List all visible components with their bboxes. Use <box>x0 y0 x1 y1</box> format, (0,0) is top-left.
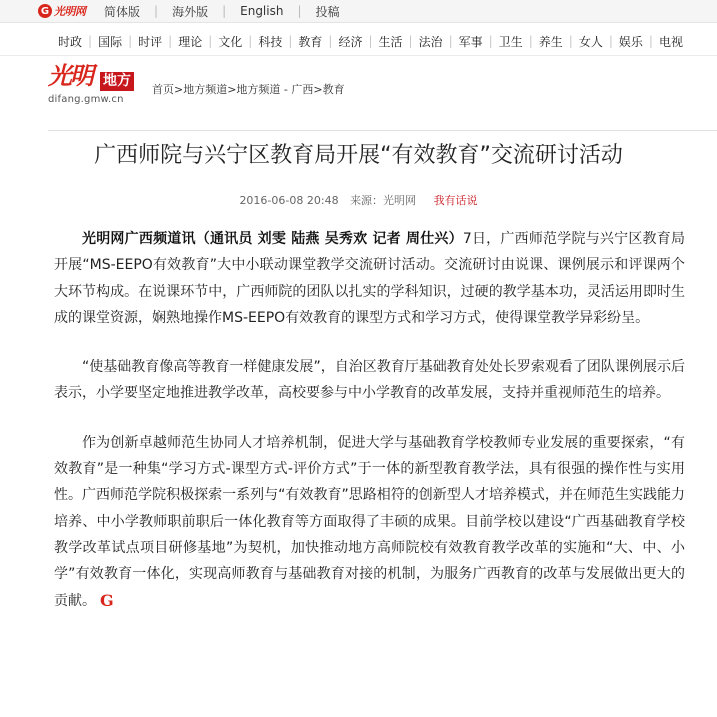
article-meta <box>0 192 717 208</box>
divider: | <box>154 4 159 18</box>
nav-item-culture[interactable]: 文化 <box>218 34 243 49</box>
nav-item-tech[interactable]: 科技 <box>258 34 283 49</box>
paragraph-1 <box>54 226 685 331</box>
nav-item-entertainment[interactable]: 娱乐 <box>618 34 643 49</box>
brand-script: 光明 <box>48 61 92 90</box>
nav-item-women[interactable]: 女人 <box>578 34 603 49</box>
article-title: 广西师院与兴宁区教育局开展“有效教育”交流研讨活动 <box>94 143 623 168</box>
comment-link[interactable]: 我有话说 <box>433 194 478 207</box>
nav-item-international[interactable]: 国际 <box>98 34 123 49</box>
nav-item-wellness[interactable]: 养生 <box>538 34 563 49</box>
brand-url: difang.gmw.cn <box>48 94 124 105</box>
nav-item-economy[interactable]: 经济 <box>338 34 363 49</box>
paragraph-3-text: 作为创新卓越师范生协同人才培养机制，促进大学与基础教育学校教师专业发展的重要探索，“有效教育”是一种集“学习方式-课型方式-评价方式”于一体的新型教育教学法，具有很强的操作性与实用性。广西师范学院积极探索一系列与“有效教育”思路相符的创新型人才培养模式，并在师范生实践能力培养、中小学教师职前职后一体化教育等方面取得了丰硕的成果。目前学校以建设“广西基础教育学校教学改革试点项目研修基地”为契机，加快推动地方高师院校有效教育教学改革的实施和“大、中、小学”有效教育一体化，实现高师教育与基础教育对接的机制，为服务广西教育的改革与发展做出更大的贡献。 <box>54 434 685 609</box>
article-body <box>54 226 685 614</box>
paragraph-1-text: 7日，广西师范学院与兴宁区教育局开展“MS-EEPO有效教育”大中小联动课堂教学交流研讨活动。交流研讨由说课、课例展示和评课两个大环节构成。在说课环节中，广西师院的团队以扎实的学科知识，过硬的教学基本功，灵活运用即时生成的课堂资源，娴熟地操作MS-EEPO有效教育的课型方式和学习方式，使得课堂教学异彩纷呈。 <box>54 231 685 326</box>
link-english[interactable]: English <box>240 4 284 18</box>
nav-item-tv[interactable]: 电视 <box>658 34 683 49</box>
nav-item-education[interactable]: 教育 <box>298 34 323 49</box>
divider: | <box>222 4 227 18</box>
top-bar <box>0 0 717 23</box>
top-links <box>104 0 340 22</box>
nav-item-military[interactable]: 军事 <box>458 34 483 49</box>
link-contribute[interactable]: 投稿 <box>315 4 340 19</box>
nav-item-law[interactable]: 法治 <box>418 34 443 49</box>
nav-item-health[interactable]: 卫生 <box>498 34 523 49</box>
gmw-logo-text: 光明网 <box>54 5 86 18</box>
difang-logo[interactable] <box>48 62 148 106</box>
lead-dateline: 光明网广西频道讯（通讯员 刘雯 陆燕 吴秀欢 记者 周仕兴） <box>82 231 463 247</box>
nav-item-theory[interactable]: 理论 <box>178 34 203 49</box>
gmw-logo-mark: G <box>38 4 52 18</box>
end-logo-icon: G <box>100 590 114 610</box>
nav-item-commentary[interactable]: 时评 <box>138 34 163 49</box>
brand-box-label: 地方 <box>100 72 134 91</box>
link-simplified[interactable]: 简体版 <box>104 4 141 19</box>
breadcrumb[interactable]: 首页>地方频道>地方频道 - 广西>教育 <box>152 83 345 96</box>
nav-divider <box>0 55 717 56</box>
nav-item-life[interactable]: 生活 <box>378 34 403 49</box>
title-divider <box>48 130 717 131</box>
article-source: 来源：光明网 <box>350 194 417 207</box>
channel-nav: 时政 | 国际 | 时评 | 理论 | 文化 | 科技 | 教育 | 经济 | 生活 | 法治 | 军事 | 卫生 | 养生 | 女人 | 娱乐 | 电视 <box>0 30 717 52</box>
publish-date: 2016-06-08 20:48 <box>239 194 339 207</box>
paragraph-2: “使基础教育像高等教育一样健康发展”，自治区教育厅基础教育处处长罗索观看了团队课例展示后表示，小学要坚定地推进教学改革，高校要参与中小学教育的改革发展，支持并重视师范生的培养。 <box>54 359 685 402</box>
paragraph-3 <box>54 430 685 614</box>
gmw-logo[interactable] <box>38 3 86 19</box>
divider: | <box>297 4 302 18</box>
nav-item-politics[interactable]: 时政 <box>58 34 83 49</box>
link-overseas[interactable]: 海外版 <box>172 4 209 19</box>
